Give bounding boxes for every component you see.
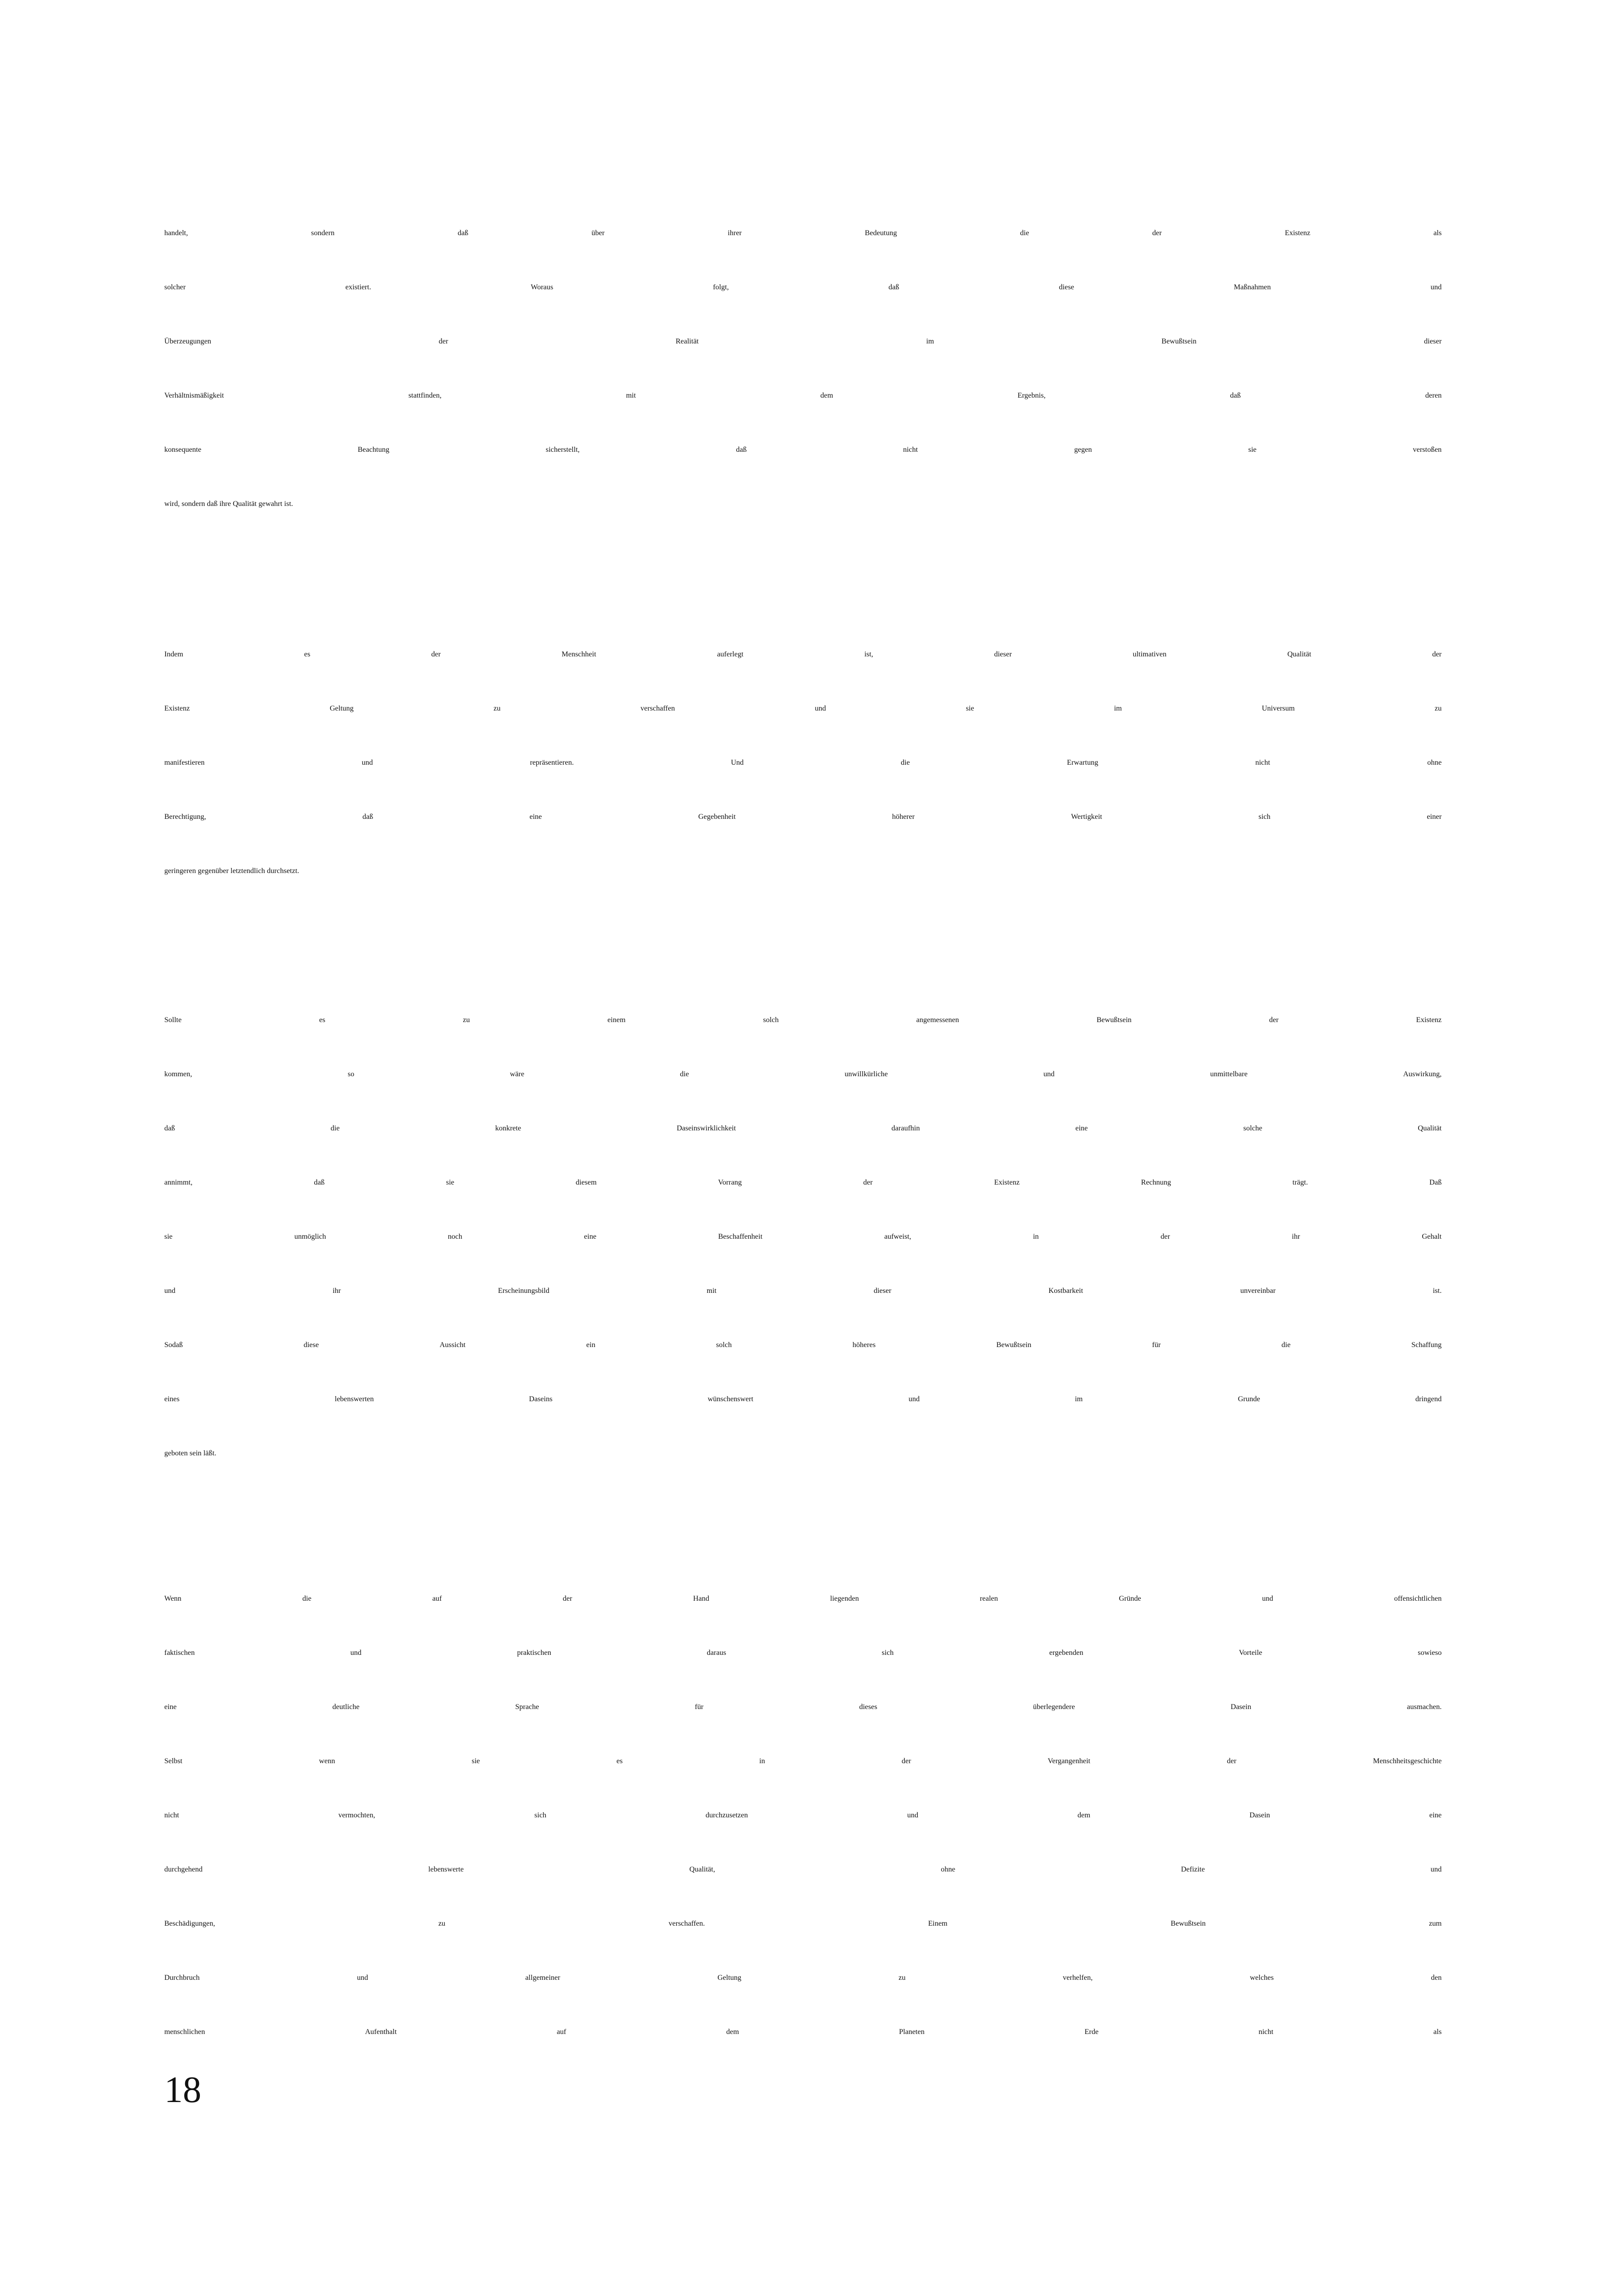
word: Woraus	[530, 283, 554, 291]
word: Erscheinungsbild	[498, 1287, 550, 1295]
word: daß	[1230, 392, 1241, 399]
word: Ergebnis,	[1017, 392, 1046, 399]
word: sondern	[311, 229, 335, 237]
word: lebenswerten	[335, 1395, 374, 1403]
word: eine	[1075, 1124, 1088, 1132]
word: dieser	[994, 650, 1012, 658]
word: Sodaß	[164, 1341, 183, 1349]
word: sie	[446, 1179, 454, 1186]
text-line	[164, 2005, 1442, 2059]
text-line	[164, 1155, 1442, 1210]
text-line	[164, 368, 1442, 423]
word: durchgehend	[164, 1866, 203, 1873]
word: Daseinswirklichkeit	[677, 1124, 736, 1132]
text-line	[164, 1788, 1442, 1842]
word: so	[348, 1070, 355, 1078]
word: unwillkürliche	[844, 1070, 888, 1078]
word: Bewußtsein	[996, 1341, 1032, 1349]
word: Realität	[675, 337, 699, 345]
word: deren	[1425, 392, 1442, 399]
text-line	[164, 477, 1442, 531]
word: Bewußtsein	[1170, 1920, 1206, 1928]
word: und	[357, 1974, 368, 1982]
text-line	[164, 260, 1442, 314]
text-line	[164, 1210, 1442, 1264]
text-line	[164, 736, 1442, 790]
word: nicht	[903, 446, 918, 454]
word: Existenz	[1285, 229, 1311, 237]
word: der	[1227, 1757, 1237, 1765]
word: es	[319, 1016, 325, 1024]
word: Verhältnismäßigkeit	[164, 392, 224, 399]
word: eines	[164, 1395, 180, 1403]
line-text: geboten sein läßt.	[164, 1449, 217, 1457]
word: Durchbruch	[164, 1974, 200, 1982]
word: Aussicht	[439, 1341, 466, 1349]
word: Bedeutung	[865, 229, 897, 237]
word: konkrete	[495, 1124, 521, 1132]
word: angemessenen	[916, 1016, 959, 1024]
word: diese	[1058, 283, 1074, 291]
word: im	[926, 337, 934, 345]
word: und	[1430, 1866, 1442, 1873]
word: Qualität	[1418, 1124, 1442, 1132]
word: mit	[626, 392, 636, 399]
word: sie	[965, 705, 974, 712]
word: wenn	[319, 1757, 335, 1765]
word: Dasein	[1231, 1703, 1251, 1711]
word: Sprache	[515, 1703, 539, 1711]
word: Schaffung	[1411, 1341, 1442, 1349]
word: daß	[164, 1124, 175, 1132]
word: Dasein	[1249, 1811, 1270, 1819]
word: ihrer	[728, 229, 742, 237]
word: der	[863, 1179, 873, 1186]
word: sicherstellt,	[546, 446, 580, 454]
word: Erde	[1084, 2028, 1099, 2036]
word: ist.	[1432, 1287, 1442, 1295]
word: Wenn	[164, 1595, 181, 1603]
word: im	[1075, 1395, 1083, 1403]
word: daß	[888, 283, 899, 291]
word: eine	[164, 1703, 177, 1711]
word: durchzusetzen	[705, 1811, 748, 1819]
word: daß	[362, 813, 373, 821]
word: der	[1269, 1016, 1279, 1024]
text-line	[164, 993, 1442, 1047]
word: handelt,	[164, 229, 188, 237]
word: Defizite	[1181, 1866, 1205, 1873]
word: praktischen	[517, 1649, 551, 1657]
text-line	[164, 1318, 1442, 1372]
text-line	[164, 844, 1442, 898]
paragraph-2	[164, 627, 1442, 898]
word: Einem	[928, 1920, 948, 1928]
word: über	[591, 229, 605, 237]
word: Hand	[693, 1595, 709, 1603]
word: verstoßen	[1413, 446, 1442, 454]
word: lebenswerte	[428, 1866, 464, 1873]
word: allgemeiner	[525, 1974, 560, 1982]
word: ihr	[332, 1287, 341, 1295]
text-line	[164, 1047, 1442, 1101]
word: eine	[1429, 1811, 1442, 1819]
word: als	[1433, 2028, 1442, 2036]
word: Selbst	[164, 1757, 183, 1765]
word: Existenz	[164, 705, 190, 712]
word: die	[302, 1595, 311, 1603]
word: höherer	[892, 813, 915, 821]
word: als	[1433, 229, 1442, 237]
word: und	[909, 1395, 920, 1403]
word: es	[616, 1757, 623, 1765]
word: Vorteile	[1238, 1649, 1263, 1657]
word: ist,	[864, 650, 873, 658]
word: Qualität	[1287, 650, 1312, 658]
word: nicht	[1258, 2028, 1274, 2036]
word: für	[1152, 1341, 1161, 1349]
word: Bewußtsein	[1161, 337, 1197, 345]
word: dem	[820, 392, 834, 399]
text-line	[164, 1951, 1442, 2005]
word: Gründe	[1119, 1595, 1141, 1603]
text-line	[164, 1264, 1442, 1318]
word: Erwartung	[1067, 759, 1098, 767]
word: eine	[529, 813, 542, 821]
word: zu	[1434, 705, 1442, 712]
word: Auswirkung,	[1403, 1070, 1442, 1078]
word: existiert.	[345, 283, 371, 291]
word: solch	[763, 1016, 779, 1024]
word: sich	[882, 1649, 894, 1657]
word: Existenz	[1416, 1016, 1442, 1024]
word: mit	[706, 1287, 717, 1295]
word: Bewußtsein	[1096, 1016, 1132, 1024]
word: Kostbarkeit	[1048, 1287, 1083, 1295]
word: solcher	[164, 283, 186, 291]
word: zu	[463, 1016, 470, 1024]
word: es	[304, 650, 311, 658]
word: Aufenthalt	[365, 2028, 397, 2036]
paragraph-4	[164, 1572, 1442, 2059]
word: Indem	[164, 650, 183, 658]
word: und	[361, 759, 373, 767]
text-line	[164, 1101, 1442, 1155]
word: repräsentieren.	[530, 759, 574, 767]
word: ein	[586, 1341, 596, 1349]
text-line	[164, 681, 1442, 736]
word: Menschheit	[561, 650, 597, 658]
line-text: geringeren gegenüber letztendlich durchsetzt.	[164, 867, 299, 875]
word: diese	[303, 1341, 319, 1349]
word: und	[1043, 1070, 1055, 1078]
word: sich	[1258, 813, 1271, 821]
word: nicht	[1255, 759, 1270, 767]
word: die	[1281, 1341, 1291, 1349]
word: dieser	[1424, 337, 1442, 345]
word: Qualität,	[689, 1866, 716, 1873]
word: dem	[1077, 1811, 1090, 1819]
word: Planeten	[899, 2028, 925, 2036]
word: Existenz	[994, 1179, 1020, 1186]
word: den	[1431, 1974, 1442, 1982]
text-line	[164, 627, 1442, 681]
word: ergebenden	[1049, 1649, 1083, 1657]
word: sie	[164, 1233, 173, 1241]
text-line	[164, 1372, 1442, 1426]
word: die	[680, 1070, 689, 1078]
word: faktischen	[164, 1649, 195, 1657]
word: für	[695, 1703, 703, 1711]
word: Berechtigung,	[164, 813, 206, 821]
word: welches	[1250, 1974, 1274, 1982]
word: offensichtlichen	[1394, 1595, 1442, 1603]
word: einem	[607, 1016, 626, 1024]
word: auferlegt	[717, 650, 744, 658]
word: und	[350, 1649, 361, 1657]
word: folgt,	[713, 283, 729, 291]
word: der	[1432, 650, 1442, 658]
word: wünschenswert	[708, 1395, 753, 1403]
word: Menschheitsgeschichte	[1373, 1757, 1442, 1765]
word: nicht	[164, 1811, 179, 1819]
line-text: wird, sondern daß ihre Qualität gewahrt ist.	[164, 500, 293, 508]
word: dringend	[1415, 1395, 1442, 1403]
word: höheres	[853, 1341, 876, 1349]
word: der	[902, 1757, 911, 1765]
word: Wertigkeit	[1071, 813, 1102, 821]
text-line	[164, 790, 1442, 844]
word: die	[330, 1124, 340, 1132]
word: Beschädigungen,	[164, 1920, 215, 1928]
word: gegen	[1074, 446, 1092, 454]
word: sowieso	[1418, 1649, 1442, 1657]
word: daß	[736, 446, 747, 454]
word: ohne	[1427, 759, 1442, 767]
word: Grunde	[1238, 1395, 1260, 1403]
word: ihr	[1292, 1233, 1301, 1241]
paragraph-3	[164, 993, 1442, 1480]
word: Und	[731, 759, 744, 767]
word: stattfinden,	[408, 392, 442, 399]
word: vermochten,	[338, 1811, 375, 1819]
word: unvereinbar	[1240, 1287, 1276, 1295]
word: der	[438, 337, 448, 345]
word: Daseins	[529, 1395, 553, 1403]
word: realen	[980, 1595, 998, 1603]
word: verschaffen	[640, 705, 675, 712]
word: die	[901, 759, 910, 767]
text-line	[164, 1572, 1442, 1626]
word: daraufhin	[891, 1124, 920, 1132]
word: menschlichen	[164, 2028, 205, 2036]
word: dieser	[873, 1287, 891, 1295]
word: liegenden	[830, 1595, 859, 1603]
word: wäre	[510, 1070, 524, 1078]
word: Geltung	[330, 705, 354, 712]
text-line	[164, 1626, 1442, 1680]
word: Rechnung	[1141, 1179, 1171, 1186]
word: sie	[472, 1757, 480, 1765]
word: der	[431, 650, 441, 658]
word: aufweist,	[884, 1233, 911, 1241]
word: konsequente	[164, 446, 201, 454]
word: Geltung	[717, 1974, 741, 1982]
word: deutliche	[332, 1703, 360, 1711]
word: zu	[493, 705, 501, 712]
word: sich	[534, 1811, 547, 1819]
word: auf	[556, 2028, 566, 2036]
word: Vergangenheit	[1047, 1757, 1090, 1765]
word: Universum	[1262, 705, 1295, 712]
word: solch	[716, 1341, 732, 1349]
word: Beschaffenheit	[718, 1233, 763, 1241]
text-line	[164, 314, 1442, 368]
word: und	[1262, 1595, 1273, 1603]
word: zu	[898, 1974, 906, 1982]
word: Gehalt	[1422, 1233, 1442, 1241]
word: ultimativen	[1133, 650, 1167, 658]
word: kommen,	[164, 1070, 192, 1078]
word: dem	[726, 2028, 739, 2036]
word: eine	[584, 1233, 597, 1241]
word: annimmt,	[164, 1179, 193, 1186]
text-line	[164, 1426, 1442, 1480]
word: ohne	[940, 1866, 955, 1873]
word: daß	[457, 229, 468, 237]
word: unmittelbare	[1210, 1070, 1248, 1078]
word: im	[1114, 705, 1122, 712]
word: die	[1020, 229, 1029, 237]
word: ausmachen.	[1406, 1703, 1442, 1711]
word: auf	[432, 1595, 442, 1603]
word: verschaffen.	[668, 1920, 705, 1928]
word: der	[1160, 1233, 1170, 1241]
word: daraus	[707, 1649, 726, 1657]
word: der	[1152, 229, 1162, 237]
word: Gegebenheit	[698, 813, 736, 821]
word: manifestieren	[164, 759, 205, 767]
text-line	[164, 206, 1442, 260]
word: Beachtung	[357, 446, 390, 454]
word: in	[1033, 1233, 1039, 1241]
text-line	[164, 1897, 1442, 1951]
word: und	[907, 1811, 919, 1819]
word: einer	[1426, 813, 1442, 821]
word: und	[1430, 283, 1442, 291]
text-line	[164, 423, 1442, 477]
word: Daß	[1429, 1179, 1442, 1186]
word: noch	[448, 1233, 462, 1241]
word: Maßnahmen	[1233, 283, 1271, 291]
word: solche	[1243, 1124, 1263, 1132]
word: überlegendere	[1033, 1703, 1075, 1711]
word: der	[562, 1595, 573, 1603]
word: verhelfen,	[1063, 1974, 1093, 1982]
word: zum	[1429, 1920, 1442, 1928]
paragraph-1	[164, 206, 1442, 531]
word: diesem	[575, 1179, 597, 1186]
word: unmöglich	[294, 1233, 326, 1241]
word: Sollte	[164, 1016, 182, 1024]
word: in	[759, 1757, 765, 1765]
page-number: 18	[164, 2070, 201, 2110]
text-line	[164, 1680, 1442, 1734]
word: trägt.	[1292, 1179, 1308, 1186]
word: und	[164, 1287, 175, 1295]
word: Überzeugungen	[164, 337, 212, 345]
text-line	[164, 1734, 1442, 1788]
text-line	[164, 1842, 1442, 1897]
word: und	[815, 705, 826, 712]
word: dieses	[859, 1703, 877, 1711]
word: Vorrang	[718, 1179, 742, 1186]
word: zu	[438, 1920, 446, 1928]
word: sie	[1248, 446, 1257, 454]
word: daß	[314, 1179, 325, 1186]
